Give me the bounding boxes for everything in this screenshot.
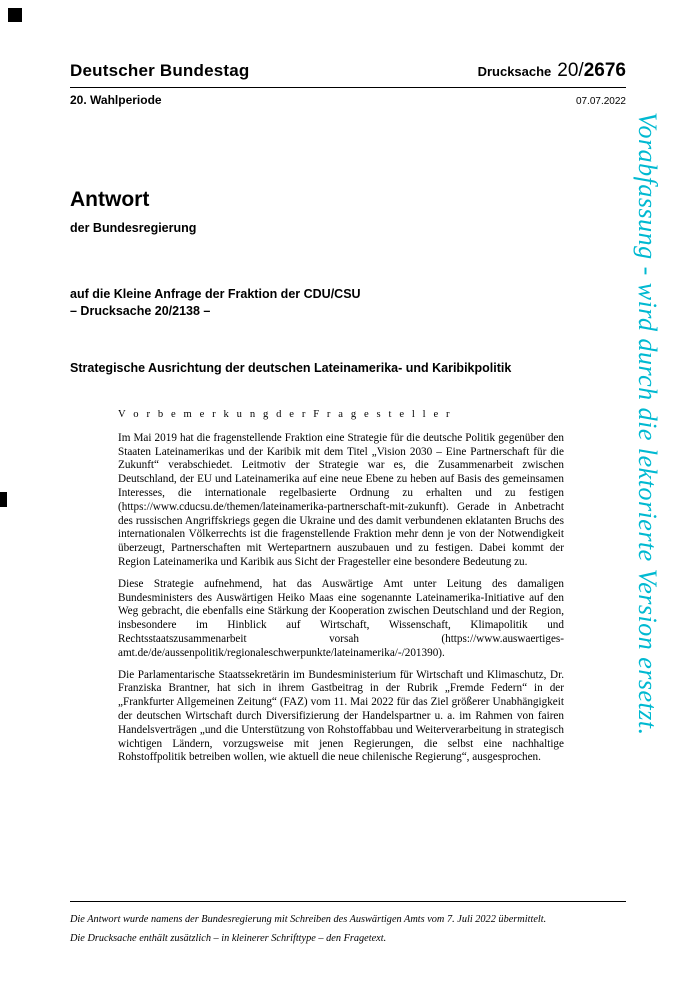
doc-number-value: 2676 xyxy=(583,60,626,81)
electoral-period: 20. Wahlperiode xyxy=(70,93,162,107)
document-title: Antwort xyxy=(70,188,150,211)
subject-line: Strategische Ausrichtung der deutschen Lateinamerika- und Karibikpolitik xyxy=(70,361,512,375)
document-date: 07.07.2022 xyxy=(575,96,626,107)
doc-type-label: Drucksache xyxy=(477,64,552,79)
doc-number-prefix: 20/ xyxy=(557,60,584,81)
institution-name: Deutscher Bundestag xyxy=(70,61,250,80)
footer-line-1: Die Antwort wurde namens der Bundesregierung mit Schreiben des Auswärtigen Amts vom 7. Juli 2022 übermittelt. xyxy=(70,914,547,925)
body-paragraph-3: Die Parlamentarische Staatssekretärin im Bundesministerium für Wirtschaft und Klimaschutz, Dr. Franziska Brantner, hat sich in ihrem Gastbeitrag in der Rubrik „Fremde Federn“ in der „Frankfurter Allgemeinen Zeitung“ (FAZ) vom 11. Mai 2022 für das Ziel größerer Unabhängigkeit der deutschen Wirtschaft durch Diversifizierung der Handelspartner u. a. im Rahmen von fairen Handelsverträgen „und die Unterstützung von Rohstoffabbau und Weiterverarbeitung in strategisch wichtigen Ländern, vorzugsweise mit jenen Regierungen, die selbst eine nachhaltige Rohstoffpolitik betreiben wollen, wie aktuell die neue chilenische Regierung“, ausgesprochen. xyxy=(118,668,564,764)
header-meta-row xyxy=(70,93,626,107)
body-paragraph-1: Im Mai 2019 hat die fragenstellende Fraktion eine Strategie für die deutsche Politik gegenüber den Staaten Lateinamerikas und der Karibik mit dem Titel „Vision 2030 – Eine Partnerschaft für die Zukunft“ verabschiedet. Leitmotiv der Strategie war es, die Zusammenarbeit zwischen Deutschland, der EU und Lateinamerika auf eine neue Ebene zu heben auf Basis des gemeinsamen Interesses, die internationale regelbasierte Ordnung zu erhalten und zu festigen (https://www.cducsu.de/themen/lateinamerika-partnerschaft-mit-zukunft). Gerade in Anbetracht des russischen Angriffskriegs gegen die Ukraine und des damit verbundenen eklatanten Bruchs des internationalen Völkerrechts ist die fragenstellende Fraktion mehr denn je von der Notwendigkeit überzeugt, Partnerschaften mit Wertepartnern auszubauen und zu festigen. Dabei kommt der Region Lateinamerika und Karibik aus Sicht der Fragesteller eine besondere Bedeutung zu. xyxy=(118,431,564,568)
reference-block xyxy=(70,286,361,320)
section-heading: V o r b e m e r k u n g d e r F r a g e s t e l l e r xyxy=(118,409,453,420)
body-paragraph-2: Diese Strategie aufnehmend, hat das Auswärtige Amt unter Leitung des damaligen Bundesministers des Auswärtigen Heiko Maas eine sogenannte Lateinamerika-Initiative auf den Weg gebracht, die ebenfalls eine Stärkung der Kooperation zwischen Deutschland und der Region, insbesondere im Hinblick auf Wirtschaft, Wissenschaft, Klimapolitik und Rechtsstaatszusammenarbeit vorsah (https://www.auswaertiges-amt.de/de/aussenpolitik/regionaleschwerpunkte/lateinamerika/-/201390). xyxy=(118,577,564,659)
title-block xyxy=(70,188,196,235)
document-header xyxy=(70,60,626,107)
vorabfassung-watermark: Vorabfassung - wird durch die lektorierte Version ersetzt. xyxy=(633,112,662,736)
document-body xyxy=(118,408,564,773)
reference-line-2: – Drucksache 20/2138 – xyxy=(70,304,211,318)
document-footer xyxy=(70,901,626,948)
footer-line-2: Die Drucksache enthält zusätzlich – in kleinerer Schrifttype – den Fragetext. xyxy=(70,933,387,944)
reference-line-1: auf die Kleine Anfrage der Fraktion der CDU/CSU xyxy=(70,287,361,301)
header-title-row xyxy=(70,60,626,88)
document-number xyxy=(478,60,626,82)
print-registration-mark-left-edge xyxy=(0,492,7,507)
print-registration-mark-top-left xyxy=(8,8,22,22)
document-subtitle: der Bundesregierung xyxy=(70,221,197,235)
